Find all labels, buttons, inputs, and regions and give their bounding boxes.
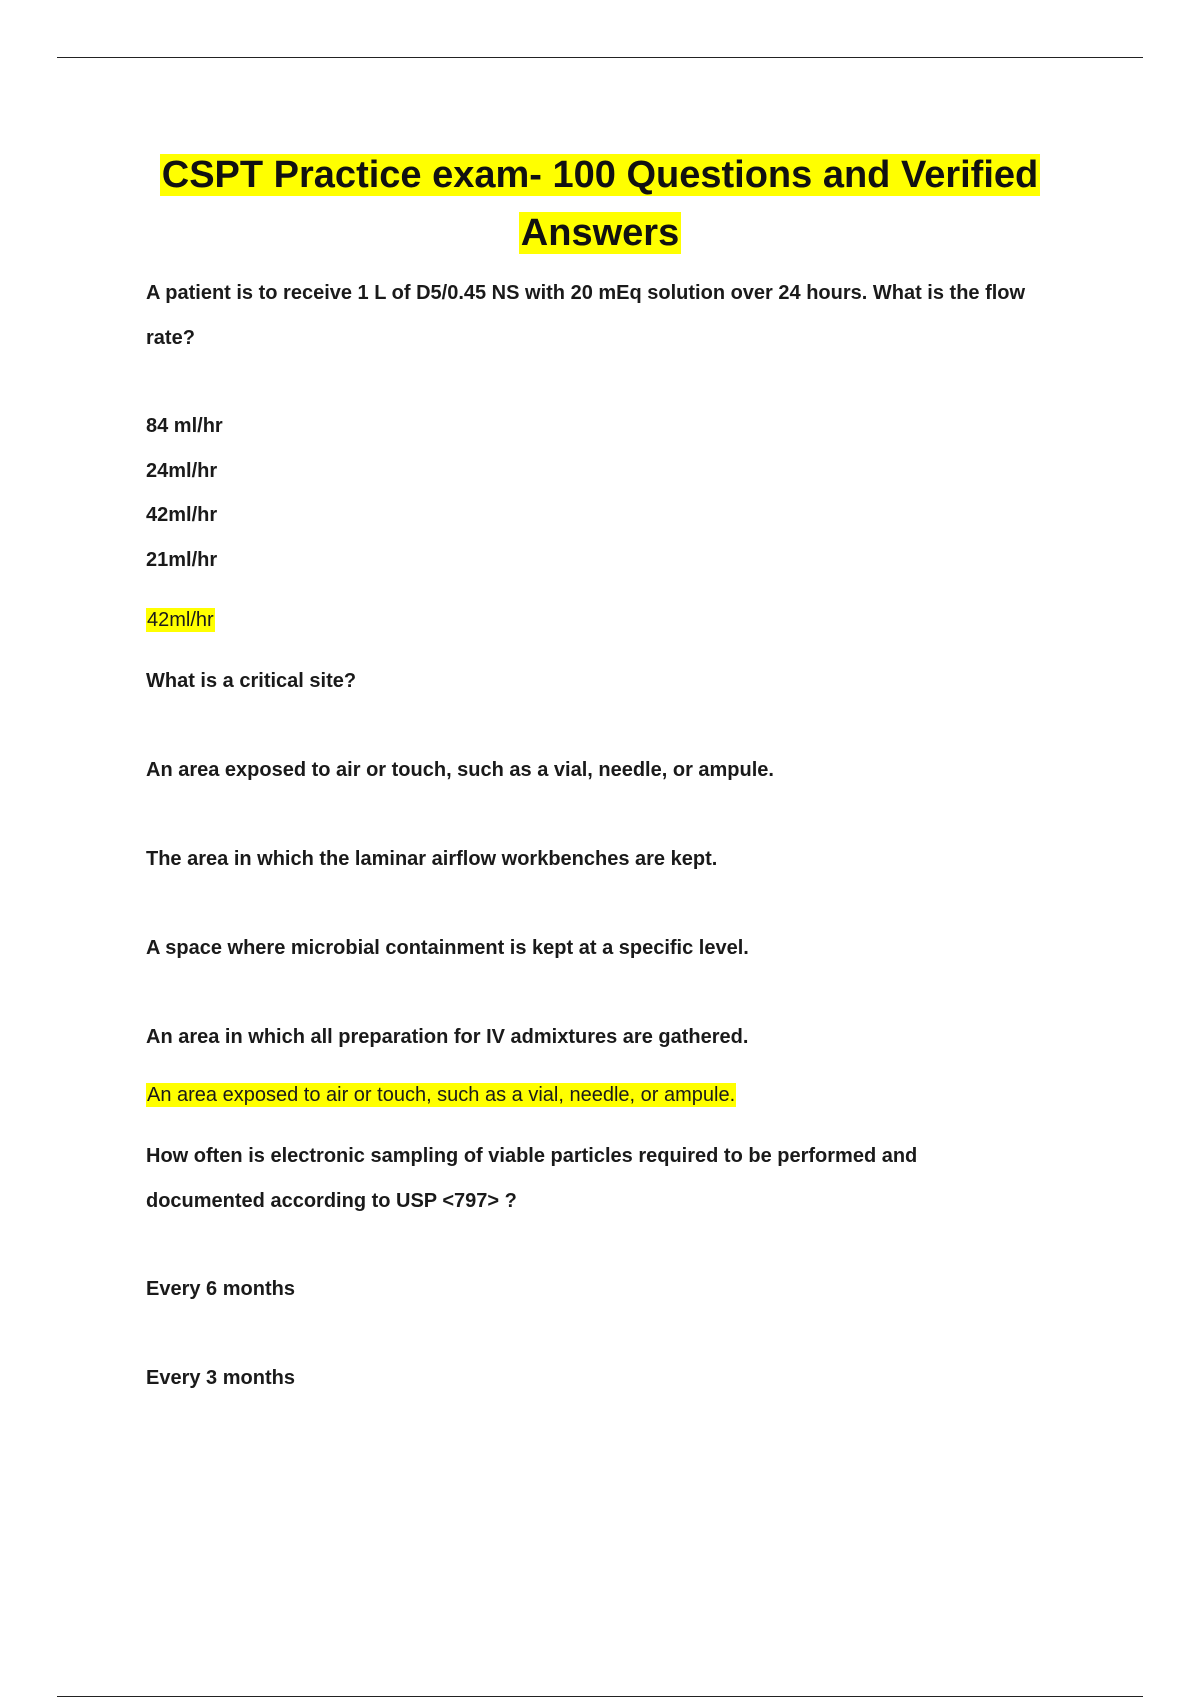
question-2-answer [146,1080,736,1110]
document-title [100,146,1100,262]
question-1-answer [146,605,215,635]
question-3-text-line-1: How often is electronic sampling of viable particles required to be performed and [146,1145,918,1167]
question-1-option-1: 84 ml/hr [146,415,223,437]
question-1-option-2: 24ml/hr [146,460,218,482]
question-1-text-line-2: rate? [146,327,195,349]
question-1-text-line-1: A patient is to receive 1 L of D5/0.45 NS with 20 mEq solution over 24 hours. What is the flow [146,282,1026,304]
question-2-text: What is a critical site? [146,670,357,692]
question-2-answer-highlight: An area exposed to air or touch, such as a vial, needle, or ampule. [147,1084,736,1106]
question-1-answer-highlight: 42ml/hr [147,609,214,631]
question-1-option-3: 42ml/hr [146,504,218,526]
question-2-option-1: An area exposed to air or touch, such as a vial, needle, or ampule. [146,759,774,781]
question-1-option-4: 21ml/hr [146,549,218,571]
title-line-1: CSPT Practice exam- 100 Questions and Verified [161,154,1039,196]
question-3-option-2: Every 3 months [146,1367,295,1389]
question-3-option-1: Every 6 months [146,1278,295,1300]
header-rule [57,57,1143,58]
question-3-text-line-2: documented according to USP <797> ? [146,1190,517,1212]
title-line-2: Answers [520,212,680,254]
question-2-option-4: An area in which all preparation for IV admixtures are gathered. [146,1026,749,1048]
question-2-option-2: The area in which the laminar airflow workbenches are kept. [146,848,718,870]
footer-rule [57,1696,1143,1697]
question-2-option-3: A space where microbial containment is kept at a specific level. [146,937,749,959]
